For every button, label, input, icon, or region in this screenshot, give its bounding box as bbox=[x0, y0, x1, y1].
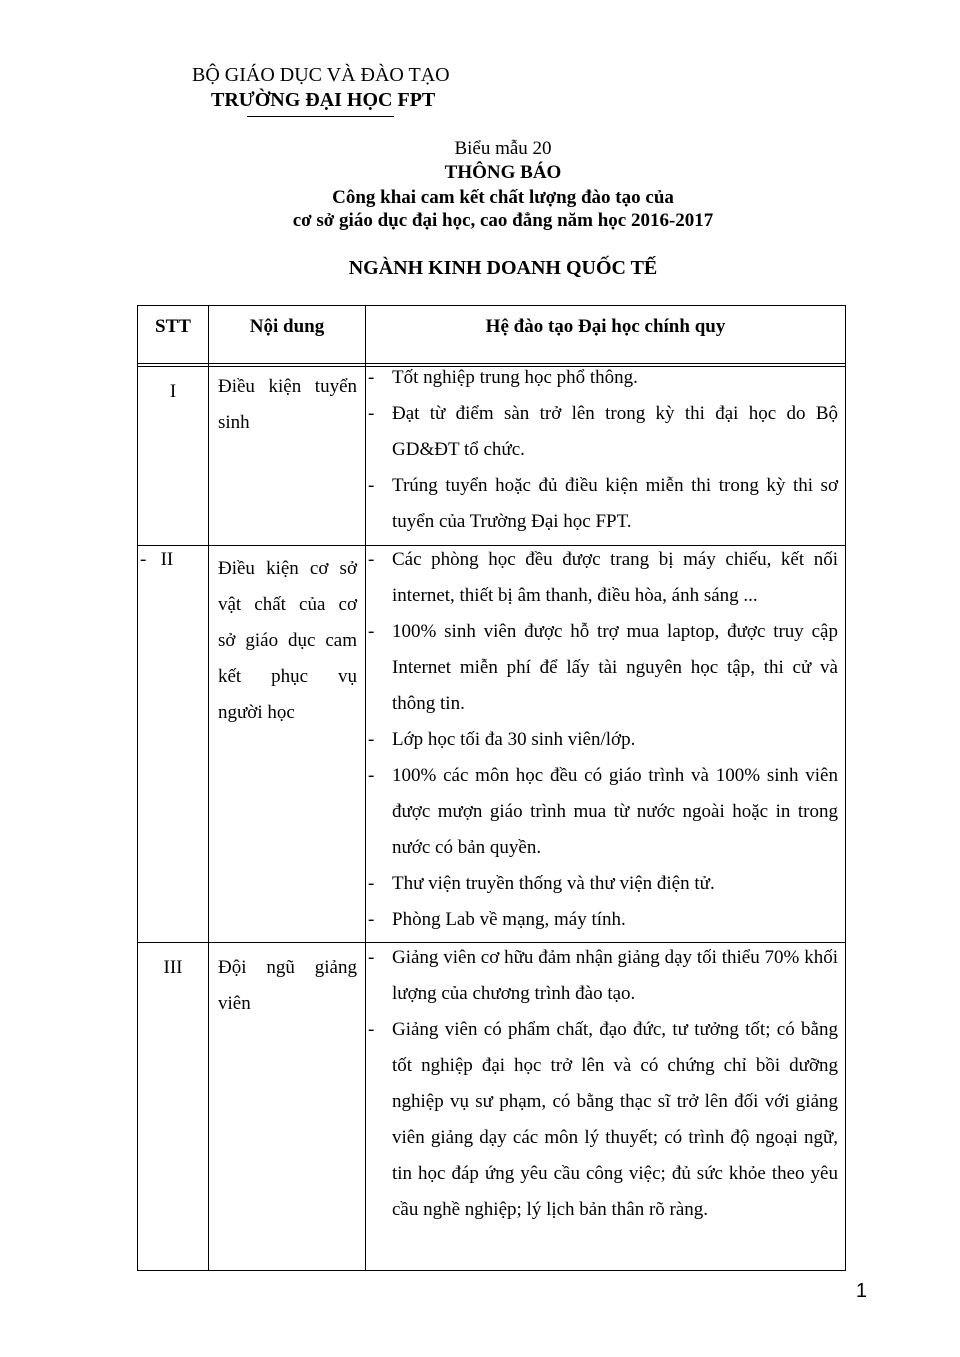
row-stt: - II bbox=[140, 549, 174, 570]
content-line: vật chất của cơ bbox=[218, 594, 357, 615]
list-item: - Lớp học tối đa 30 sinh viên/lớp. bbox=[368, 729, 636, 750]
row-content bbox=[218, 551, 357, 731]
major-title: NGÀNH KINH DOANH QUỐC TẾ bbox=[348, 257, 658, 279]
table-border-right bbox=[845, 305, 846, 1271]
content-line: kết phục vụ bbox=[218, 666, 357, 687]
list-item: - Tốt nghiệp trung học phổ thông. bbox=[368, 367, 638, 388]
content-line: sinh bbox=[218, 412, 250, 433]
table-border-left bbox=[137, 305, 138, 1271]
page-number: 1 bbox=[855, 1280, 867, 1302]
row-content bbox=[218, 950, 357, 1022]
content-line: Đội ngũ giảng bbox=[218, 957, 357, 978]
list-item: - Phòng Lab về mạng, máy tính. bbox=[368, 909, 626, 930]
header-content: Nội dung bbox=[249, 316, 325, 337]
content-line: sở giáo dục cam bbox=[218, 630, 357, 651]
list-item: - Các phòng học đều được trang bị máy chiếu, kết nối internet, thiết bị âm thanh, điều hòa, ánh sáng ... bbox=[368, 549, 838, 606]
row-content bbox=[218, 369, 357, 441]
content-line: người học bbox=[218, 702, 295, 723]
list-item: - Giảng viên cơ hữu đảm nhận giảng dạy tối thiểu 70% khối lượng của chương trình đào tạo. bbox=[368, 947, 838, 1004]
list-item: - Trúng tuyển hoặc đủ điều kiện miễn thi trong kỳ thi sơ tuyển của Trường Đại học FPT. bbox=[368, 475, 838, 532]
list-item: - Thư viện truyền thống và thư viện điện tử. bbox=[368, 873, 715, 894]
table-border-bottom bbox=[137, 1270, 846, 1271]
list-item: - Giảng viên có phẩm chất, đạo đức, tư tưởng tốt; có bằng tốt nghiệp đại học trở lên và có chứng chỉ bồi dưỡng nghiệp vụ sư phạm, có bằng thạc sĩ trở lên đối với giảng viên giảng dạy các môn lý thuyết; có trình độ ngoại ngữ, tin học đáp ứng yêu cầu công việc; đủ sức khỏe theo yêu cầu nghề nghiệp; lý lịch bản thân rõ ràng. bbox=[368, 1019, 838, 1220]
form-number: Biểu mẫu 20 bbox=[454, 138, 552, 159]
list-item: - Đạt từ điểm sàn trở lên trong kỳ thi đại học do Bộ GD&ĐT tổ chức. bbox=[368, 403, 838, 460]
school-underline bbox=[247, 116, 394, 117]
title-line-1: Công khai cam kết chất lượng đào tạo của bbox=[332, 187, 674, 208]
list-item: - 100% sinh viên được hỗ trợ mua laptop, được truy cập Internet miễn phí để lấy tài nguyên học tập, thi cử và thông tin. bbox=[368, 621, 838, 714]
content-line: viên bbox=[218, 993, 251, 1014]
list-item: - 100% các môn học đều có giáo trình và 100% sinh viên được mượn giáo trình mua từ nước ngoài hoặc in trong nước có bản quyền. bbox=[368, 765, 838, 858]
column-divider bbox=[208, 305, 209, 1271]
school-name: TRƯỜNG ĐẠI HỌC FPT bbox=[211, 89, 436, 111]
header-stt: STT bbox=[155, 316, 191, 337]
header-program: Hệ đào tạo Đại học chính quy bbox=[485, 316, 726, 337]
title-line-2: cơ sở giáo dục đại học, cao đẳng năm học 2016-2017 bbox=[292, 210, 714, 231]
row-stt: III bbox=[163, 957, 183, 978]
notice-label: THÔNG BÁO bbox=[444, 162, 562, 183]
row-stt: I bbox=[169, 381, 177, 402]
content-line: Điều kiện tuyển bbox=[218, 376, 357, 397]
table-border-top bbox=[137, 305, 846, 306]
content-line: Điều kiện cơ sở bbox=[218, 558, 357, 579]
ministry-name: BỘ GIÁO DỤC VÀ ĐÀO TẠO bbox=[192, 64, 450, 86]
